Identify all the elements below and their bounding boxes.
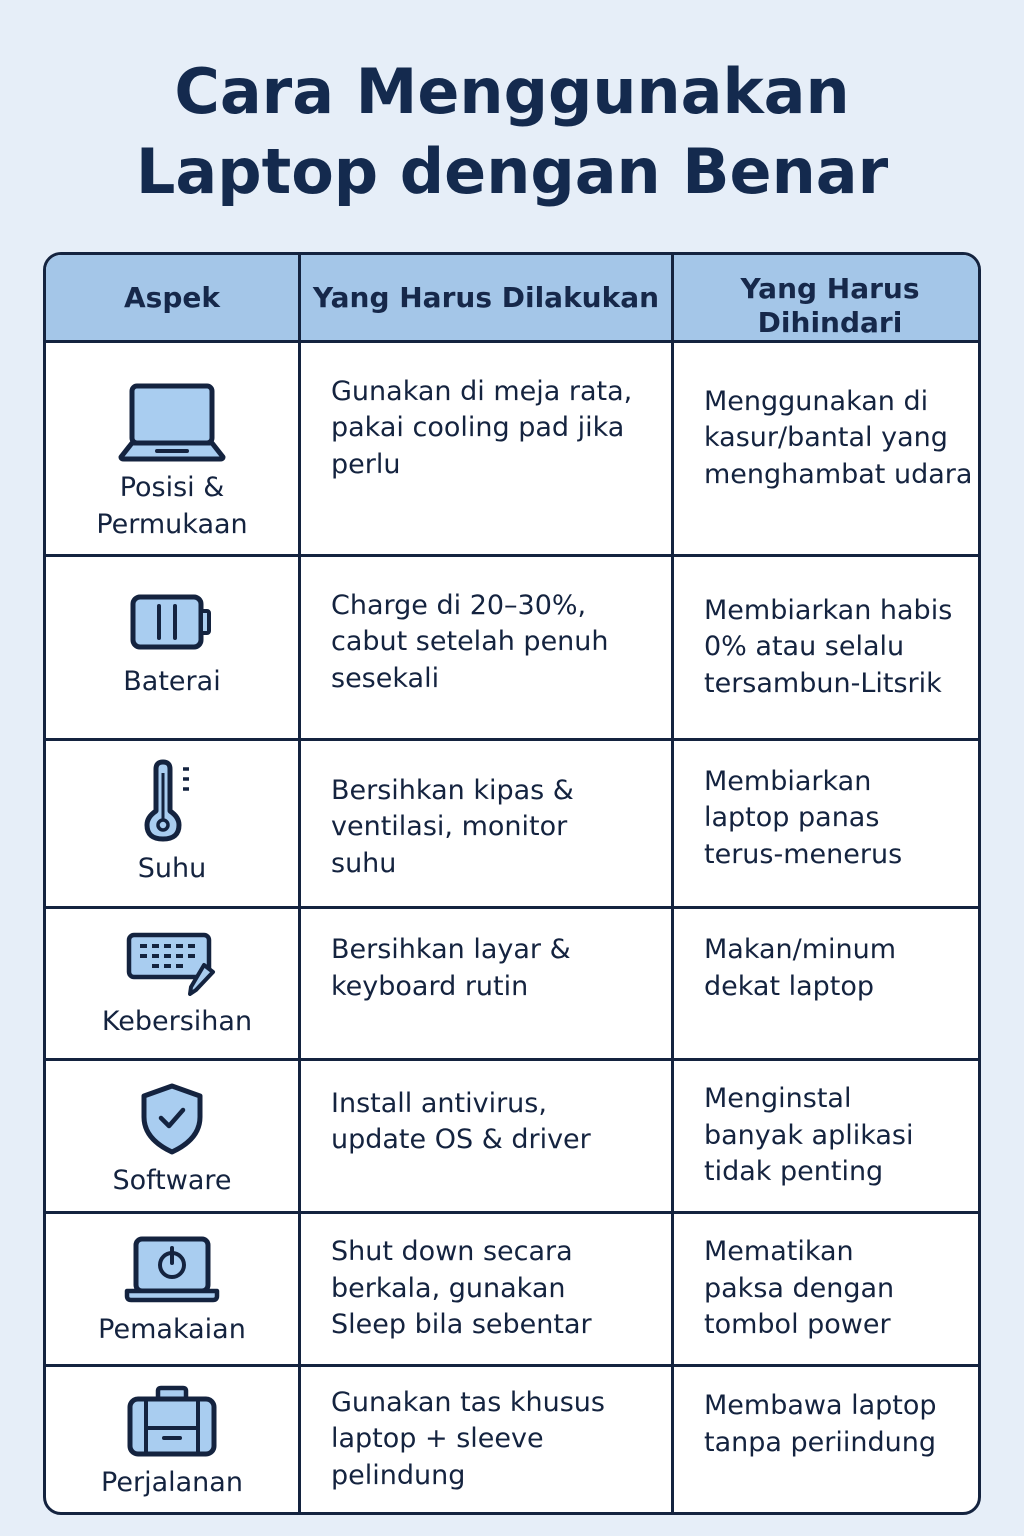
title-line-1: Cara Menggunakan (174, 55, 850, 128)
aspect-cell-kebersihan (46, 909, 301, 1061)
do-cell (301, 343, 674, 557)
do-cell (301, 1367, 674, 1512)
avoid-cell (674, 909, 981, 1061)
aspect-cell-suhu (46, 741, 301, 909)
avoid-cell (674, 1061, 981, 1214)
do-cell (301, 741, 674, 909)
avoid-cell (674, 343, 981, 557)
header-yang-harus-dihindari (674, 255, 981, 343)
aspect-cell-perjalanan (46, 1367, 301, 1512)
do-text: Bersihkan kipas & ventilasi, monitor suhu (331, 774, 574, 879)
do-text: Charge di 20–30%, cabut setelah penuh sesekali (331, 589, 609, 694)
avoid-cell (674, 1367, 981, 1512)
avoid-text: Membiarkan habis 0% atau selalu tersambun-Litsrik (704, 594, 953, 699)
do-cell (301, 557, 674, 741)
avoid-text: Menginstal banyak aplikasi tidak penting (704, 1083, 914, 1188)
aspect-cell-pemakaian (46, 1214, 301, 1367)
comparison-table (43, 252, 981, 1515)
header-yang-harus-dilakukan: Yang Harus Dilakukan (301, 255, 674, 343)
do-text: Gunakan di meja rata, pakai cooling pad jika perlu (331, 375, 633, 480)
do-cell (301, 1061, 674, 1214)
do-text: Shut down secara berkala, gunakan Sleep bila sebentar (331, 1236, 592, 1341)
battery-icon (130, 594, 214, 650)
avoid-cell (674, 1214, 981, 1367)
avoid-text: Membiarkan laptop panas terus-menerus (704, 765, 903, 870)
header-dihindari-text: Yang Harus Dihindari (740, 272, 920, 339)
do-cell (301, 909, 674, 1061)
laptop-icon (117, 382, 227, 462)
aspect-label: Posisi & Permukaan (96, 472, 248, 540)
aspect-label: Perjalanan (101, 1467, 243, 1499)
laptop-power-icon (124, 1236, 220, 1304)
page-title (0, 52, 1024, 212)
do-text: Bersihkan layar & keyboard rutin (331, 934, 571, 1002)
aspect-cell-baterai (46, 557, 301, 741)
avoid-text: Membawa laptop tanpa periindung (704, 1390, 937, 1458)
aspect-cell-software (46, 1061, 301, 1214)
aspect-cell-posisi (46, 343, 301, 557)
do-text: Gunakan tas khusus laptop + sleeve pelindung (331, 1386, 605, 1491)
briefcase-icon (126, 1385, 218, 1457)
aspect-label: Baterai (123, 666, 221, 698)
header-aspek: Aspek (46, 255, 301, 343)
thermometer-icon (142, 759, 202, 843)
aspect-label: Suhu (137, 853, 207, 885)
shield-check-icon (137, 1083, 207, 1155)
avoid-cell (674, 741, 981, 909)
avoid-text: Mematikan paksa dengan tombol power (704, 1236, 895, 1341)
do-cell (301, 1214, 674, 1367)
aspect-label: Pemakaian (98, 1313, 246, 1345)
do-text: Install antivirus, update OS & driver (331, 1087, 591, 1155)
avoid-cell (674, 557, 981, 741)
keyboard-cleaning-icon (126, 932, 218, 996)
title-line-2: Laptop dengan Benar (135, 135, 889, 208)
avoid-text: Makan/minum dekat laptop (704, 934, 897, 1002)
aspect-label: Kebersihan (101, 1006, 253, 1038)
aspect-label: Software (112, 1164, 232, 1196)
avoid-text: Menggunakan di kasur/bantal yang menghambat udara (704, 385, 973, 490)
